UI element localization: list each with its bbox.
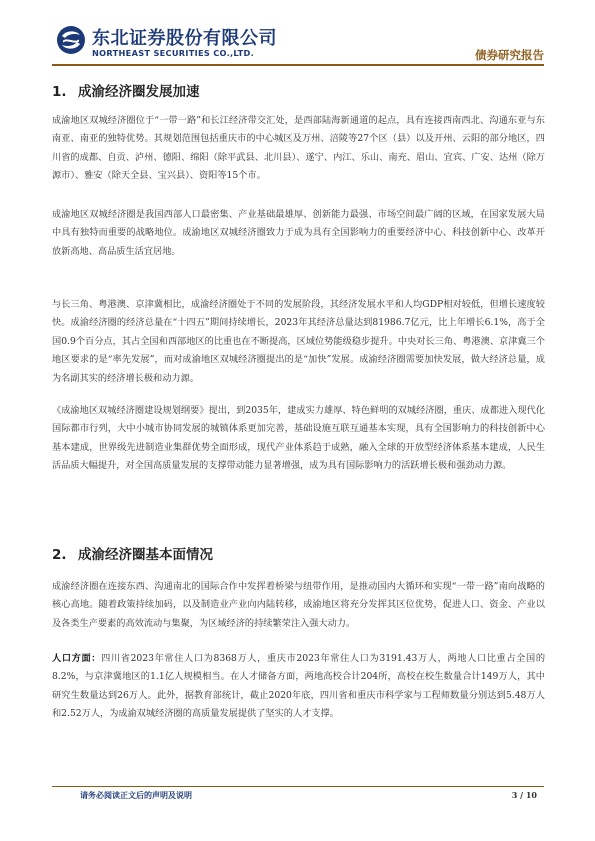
company-name-cn: 东北证券股份有限公司 [92,28,277,49]
footer-divider [52,786,544,787]
report-type-label: 债券研究报告 [475,48,544,62]
section-number: 1. [52,84,67,100]
body-paragraph: 成渝地区双城经济圈位于“一带一路”和长江经济带交汇处，是西部陆海新通道的起点，具有连接西南西北、沟通东亚与东南亚、南亚的独特优势。其规划范围包括重庆市的中心城区及万州、涪陵等27个区（县）以及开州、云阳的部分地区，四川省的成都、自贡、泸州、德阳、绵阳（除平武县、北川县）、遂宁、内江、乐山、南充、眉山、宜宾、广安、达州（除万源市）、雅安（除天全县、宝兴县）、资阳等15个市。 [52,115,545,182]
section-title: 成渝经济圈基本面情况 [78,547,213,563]
page-number: 3 / 10 [511,790,537,800]
section-heading-2 [52,543,213,563]
section-title: 成渝经济圈发展加速 [78,84,200,100]
population-paragraph [52,650,545,724]
section-heading-1 [52,80,200,100]
company-name-en: NORTHEAST SECURITIES CO.,LTD. [92,48,254,58]
page-header [52,22,544,68]
body-paragraph: 与长三角、粤港澳、京津冀相比，成渝经济圈处于不同的发展阶段，其经济发展水平和人均GDP相对较低，但增长速度较快。成渝经济圈的经济总量在“十四五”期间持续增长，2023年其经济总量达到81986.7亿元，比上年增长6.1%，高于全国0.9个百分点，其占全国和西部地区的比重也在不断提高，区域位势能级稳步提升。中央对长三角、粤港澳、京津冀三个地区要求的是“率先发展”，而对成渝地区双城经济圈提出的是“加快”发展。成渝经济圈需要加快发展，做大经济总量，成为名副其实的经济增长极和动力源。 [52,299,545,384]
footer-disclaimer: 请务必阅读正文后的声明及说明 [80,791,192,800]
body-paragraph: 成渝经济圈在连接东西、沟通南北的国际合作中发挥着桥梁与纽带作用，是推动国内大循环和实现“一带一路”南向战略的核心高地。随着政策持续加码，以及制造业产业向内陆转移，成渝地区将充分发挥其区位优势，促进人口、资金、产业以及各类生产要素的高效流动与集聚，为区域经济的持续繁荣注入强大动力。 [52,581,545,629]
paragraph-text: 四川省2023年常住人口为8368万人，重庆市2023年常住人口为3191.43万人，两地人口比重占全国的8.2%，与京津冀地区的1.1亿人规模相当。在人才储备方面，两地高校合计204所，高校在校生数量合计149万人，其中研究生数量达到26万人。此外，据教育部统计，截止2020年底，四川省和重庆市科学家与工程师数量分别达到5.48万人和2.52万人，为成渝双城经济圈的高质量发展提供了坚实的人才支撑。 [52,653,546,720]
body-paragraph: 《成渝地区双城经济圈建设规划纲要》提出，到2035年，建成实力雄厚、特色鲜明的双城经济圈，重庆、成都进入现代化国际都市行列，大中小城市协同发展的城镇体系更加完善，基础设施互联互通基本实现，具有全国影响力的科技创新中心基本建成，世界级先进制造业集群优势全面形成，现代产业体系趋于成熟，融入全球的开放型经济体系基本建成，人民生活品质大幅提升，对全国高质量发展的支撑带动能力显著增强，成为具有国际影响力的活跃增长极和强劲动力源。 [52,405,545,472]
section-number: 2. [52,547,67,563]
northeast-securities-logo-icon [56,25,86,55]
paragraph-lead: 人口方面： [52,653,102,664]
header-divider [52,64,544,66]
body-paragraph: 成渝地区双城经济圈是我国西部人口最密集、产业基础最雄厚、创新能力最强、市场空间最广阔的区域，在国家发展大局中具有独特而重要的战略地位。成渝地区双城经济圈致力于成为具有全国影响力的重要经济中心、科技创新中心、改革开放新高地、高品质生活宜居地。 [52,209,545,257]
